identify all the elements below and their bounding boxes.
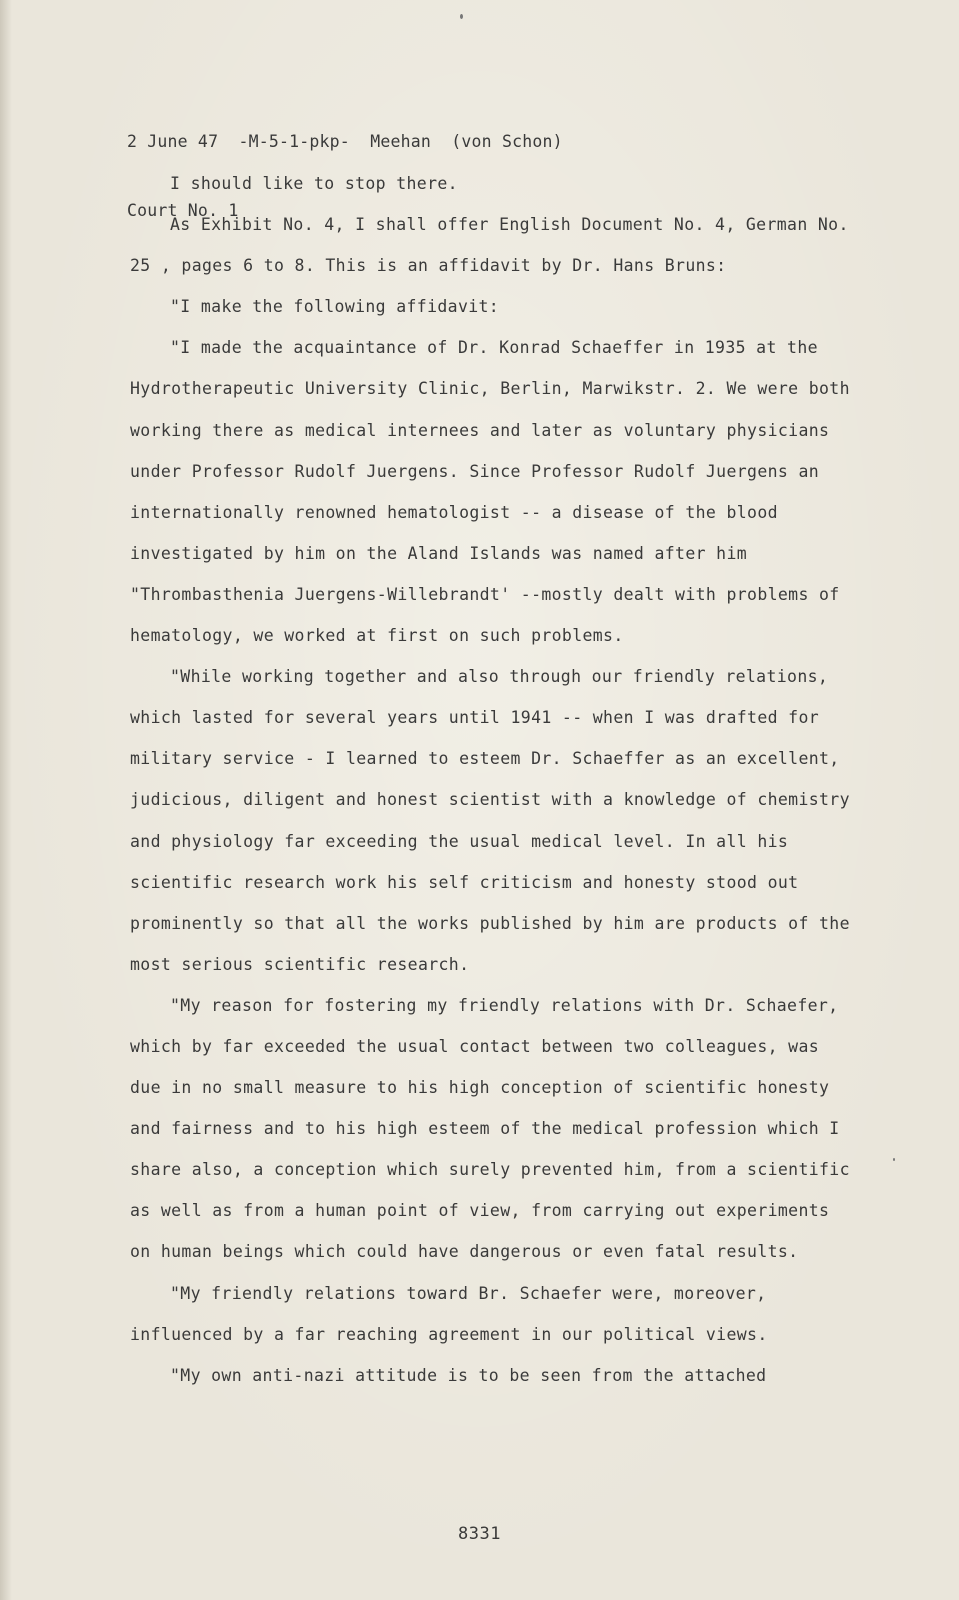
paragraph: "While working together and also through our friendly relations, which lasted for several years until 1941 -- when I was drafted for military service - I learned to esteem Dr. Schaeffer as an excellent, judicious, diligent and honest scientist with a knowledge of chemistry and physiology far exceeding the usual medical level. In all his scientific research work his self criticism and honesty stood out prominently so that all the works published by him are products of the most serious scientific research. xyxy=(130,667,850,974)
paragraph: "My reason for fostering my friendly relations with Dr. Schaefer, which by far exceeded the usual contact between two colleagues, was due in no small measure to his high conception of scientific honesty and fairness and to his high esteem of the medical profession which I share also, a conception which surely prevented him, from a scientific as well as from a human point of view, from carrying out experiments on human beings which could have dangerous or even fatal results. xyxy=(130,995,850,1262)
transcript-body xyxy=(130,163,860,1396)
page-number: 8331 xyxy=(458,1524,501,1544)
paragraph: "My own anti-nazi attitude is to be seen from the attached xyxy=(170,1365,767,1385)
header-line-date-code: 2 June 47 -M-5-1-pkp- Meehan (von Schon) xyxy=(127,132,563,151)
paragraph: As Exhibit No. 4, I shall offer English Document No. 4, German No. 25 , pages 6 to 8. This is an affidavit by Dr. Hans Bruns: xyxy=(130,215,849,276)
paragraph: "I make the following affidavit: xyxy=(170,297,500,317)
paper-speck xyxy=(460,14,463,19)
header-line-court: Court No. 1 xyxy=(127,201,239,220)
paragraph: "My friendly relations toward Br. Schaefer were, moreover, influenced by a far reaching agreement in our political views. xyxy=(130,1283,768,1344)
paragraph: "I made the acquaintance of Dr. Konrad Schaeffer in 1935 at the Hydrotherapeutic University Clinic, Berlin, Marwikstr. 2. We were both working there as medical internees and later as voluntary physicians under Professor Rudolf Juergens. Since Professor Rudolf Juergens an internationally renowned hematologist -- a disease of the blood investigated by him on the Aland Islands was named after him "Thrombasthenia Juergens-Willebrandt' --mostly dealt with problems of hematology, we worked at first on such problems. xyxy=(130,338,850,646)
paragraph: I should like to stop there. xyxy=(170,174,458,193)
paper-speck xyxy=(893,1158,895,1161)
